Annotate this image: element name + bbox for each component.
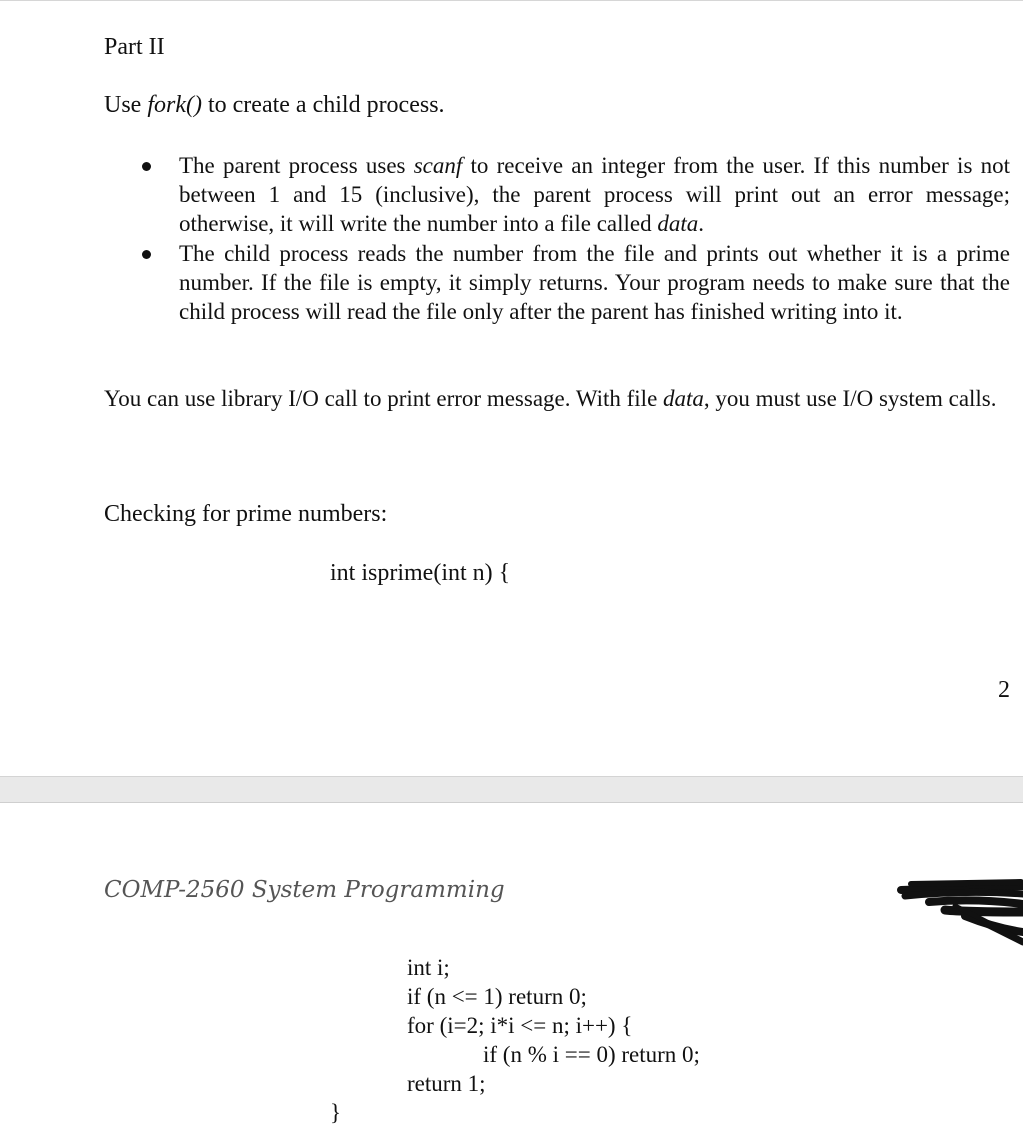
redaction-scribble (895, 876, 1023, 948)
parent-text-pre: The parent process uses (179, 153, 414, 178)
page-top-rule (0, 0, 1023, 1)
course-header: COMP-2560 System Programming (104, 877, 505, 903)
scanf-emphasis: scanf (413, 153, 463, 178)
bullet-icon (142, 162, 151, 171)
intro-text (104, 91, 445, 120)
note-post: , you must use I/O system calls. (703, 386, 997, 411)
page-separator (0, 776, 1023, 803)
requirements-list (140, 151, 1010, 326)
part-heading: Part II (104, 34, 165, 60)
code-closing-brace: } (330, 1100, 342, 1125)
requirement-child (140, 239, 1010, 326)
code-line-loop: for (i=2; i*i <= n; i++) { (407, 1013, 633, 1038)
page-number: 2 (998, 677, 1010, 703)
code-line-return: return 1; (407, 1071, 486, 1096)
prime-heading: Checking for prime numbers: (104, 501, 388, 527)
intro-post: to create a child process. (201, 92, 445, 118)
intro-pre: Use (104, 92, 148, 118)
requirement-parent (140, 151, 1010, 238)
code-line-declare: int i; (407, 955, 450, 980)
code-line-check: if (n % i == 0) return 0; (483, 1042, 700, 1067)
data-file-emphasis: data (657, 211, 699, 236)
bullet-icon (142, 250, 151, 259)
io-note (104, 384, 1010, 413)
parent-text-mid: to receive an integer from the user. If this number is not between 1 and 15 (inclusive), the parent process will print out an error message; otherwise, it will write the number into a file called (179, 153, 1011, 236)
code-line-guard: if (n <= 1) return 0; (407, 984, 587, 1009)
note-pre: You can use library I/O call to print error message. With file (104, 386, 664, 411)
parent-text-post: . (698, 211, 705, 236)
code-function-signature: int isprime(int n) { (330, 560, 511, 586)
note-data-emphasis: data (663, 386, 704, 411)
intro-fork-emphasis: fork() (147, 92, 202, 118)
child-text: The child process reads the number from the file and prints out whether it is a prime number. If the file is empty, it simply returns. Your program needs to make sure that the child process will read the file only after the parent has finished writing into it. (179, 241, 1010, 324)
